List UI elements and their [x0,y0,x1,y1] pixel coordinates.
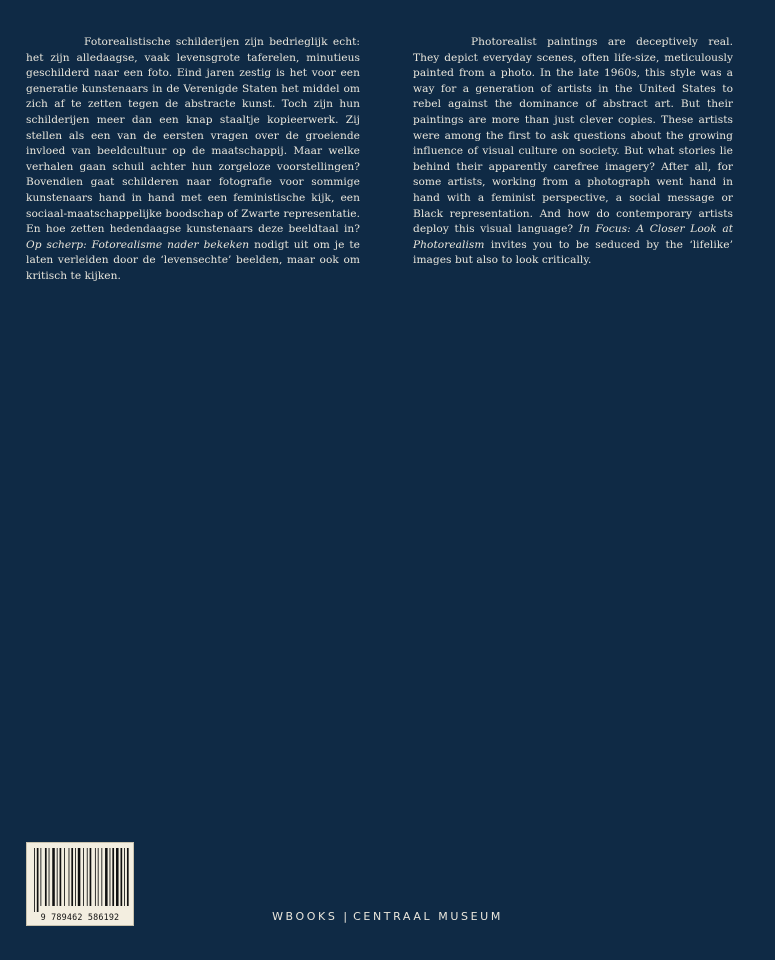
english-title: In Focus: A Closer Look at Photorealism [413,223,733,251]
english-blurb [413,35,733,269]
barcode-bar [37,848,39,912]
dutch-body-text: Fotorealistische schilderijen zijn bedrieglijk echt: het zijn alledaagse, vaak levensgrote taferelen, minutieus geschilderd naar een foto. Eind jaren zestig is het voor een generatie kunstenaars in de Verenigde Staten het middel om zich af te zetten tegen de abstracte kunst. Toch zijn hun schilderijen meer dan een knap staaltje kopieerwerk. Zij stellen als een van de eersten vragen over de groeiende invloed van beeldcultuur op de maatschappij. Maar welke verhalen gaan schuil achter hun zorgeloze voorstellingen? Bovendien gaat schilderen naar fotografie voor sommige kunstenaars hand in hand met een feministische kijk, een sociaal-maatschappelijke boodschap of Zwarte representatie. En hoe zetten hedendaagse kunstenaars deze beeldtaal in? [26,36,360,236]
barcode-bar [105,848,108,906]
barcode-bar [90,848,92,906]
barcode-bar [52,848,55,906]
barcode-bar [75,848,76,906]
barcode-bar [95,848,96,906]
barcode-bar [112,848,114,906]
barcode-bar [69,848,70,906]
barcode-bar [40,848,41,906]
barcode-bar [101,848,102,906]
barcode-bar [57,848,58,906]
barcode-bar [78,848,81,906]
barcode-bar [34,848,35,912]
dutch-body-ending: nodigt uit om je te laten verleiden door de ‘levensechte’ beelden, maar ook om kritisch te kijken. [26,238,360,282]
dutch-title: Op scherp: Fotorealisme nader bekeken [26,238,250,251]
barcode-bar [124,848,125,906]
barcode-bars [32,848,130,912]
dutch-blurb-paragraph [26,35,360,285]
barcode-bar [121,848,123,906]
publisher-separator: | [343,910,348,923]
barcode-bar [60,848,62,906]
publisher-line [0,910,775,923]
barcode-bar [83,848,84,906]
english-body-ending: invites you to be seduced by the ‘lifelike’ images but also to look critically. [413,238,733,267]
english-blurb-paragraph [413,35,733,269]
barcode-bar [64,848,65,906]
publisher-centraal-museum: CENTRAAL MUSEUM [353,910,503,923]
barcode-bar [110,848,111,906]
barcode-bar [87,848,88,906]
barcode-bar [45,848,47,906]
isbn-number: 9 789462 586192 [40,912,120,922]
barcode-bar [127,848,129,906]
dutch-blurb [26,35,360,285]
barcode-bar [49,848,50,906]
english-body-text: Photorealist paintings are deceptively real. They depict everyday scenes, often life-size, meticulously painted from a photo. In the late 1960s, this style was a way for a generation of artists in the United States to rebel against the dominance of abstract art. But their paintings are more than just clever copies. These artists were among the first to ask questions about the growing influence of visual culture on society. But what stories lie behind their apparently carefree imagery? After all, for some artists, working from a photograph went hand in hand with a feminist perspective, a social message or Black representation. And how do contemporary artists deploy this visual language? [413,36,733,236]
barcode-bar [98,848,99,906]
publisher-wbooks: WBOOKS [272,910,338,923]
barcode-bar [71,848,73,906]
barcode-bar [116,848,119,906]
